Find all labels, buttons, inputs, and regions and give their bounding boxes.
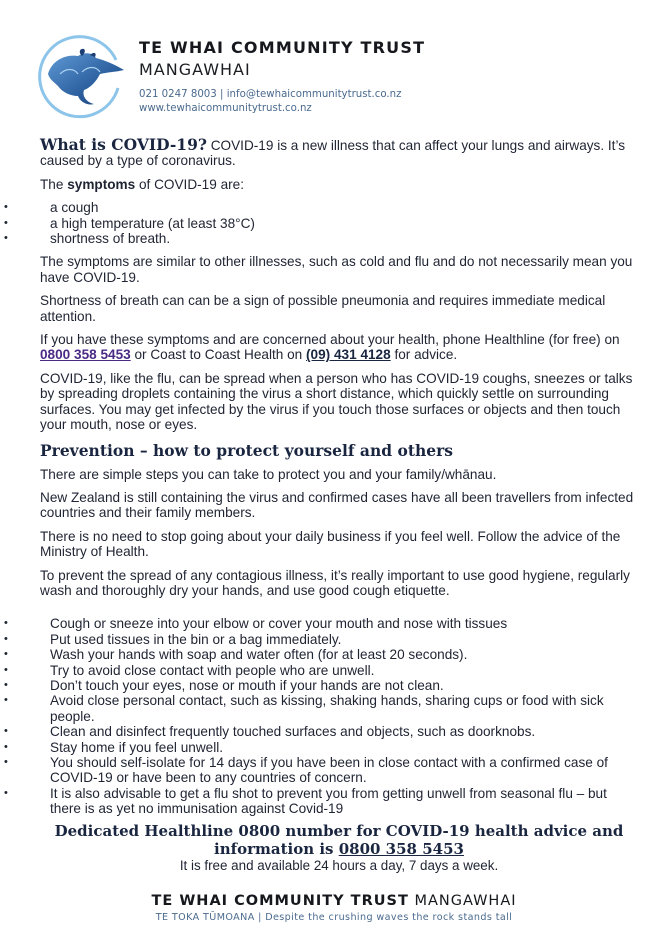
prevention-tips-list: [0, 616, 638, 816]
prevention-paragraph: There are simple steps you can take to protect you and your family/whānau.: [40, 466, 497, 482]
footer-name-light: MANGAWHAI: [408, 893, 517, 909]
org-name: TE WHAI COMMUNITY TRUST: [139, 38, 426, 57]
list-item: • a cough: [0, 200, 638, 215]
email-link[interactable]: info@tewhaicommunitytrust.co.nz: [226, 89, 402, 100]
prevention-paragraph: To prevent the spread of any contagious illness, it’s really important to use good hygiene, regularly wash and thoroughly dry your hands, and use good cough etiquette.: [40, 567, 630, 598]
list-item: • Cough or sneeze into your elbow or cover your mouth and nose with tissues: [0, 616, 638, 631]
list-item: • Clean and disinfect frequently touched surfaces and objects, such as doorknobs.: [0, 724, 638, 739]
concern-suffix: for advice.: [390, 347, 458, 363]
concern-prefix: If you have these symptoms and are concerned about your health, phone Healthline (for free) on: [40, 332, 620, 348]
phone-number: 021 0247 8003: [139, 89, 217, 100]
coast-health-phone-link[interactable]: (09) 431 4128: [306, 347, 391, 363]
similar-paragraph: The symptoms are similar to other illnesses, such as cold and flu and do not necessarily mean you have COVID-19.: [40, 254, 633, 285]
footer-org-name: [0, 893, 668, 909]
list-item: • a high temperature (at least 38°C): [0, 216, 638, 231]
healthline-phone-link[interactable]: 0800 358 5453: [40, 347, 131, 363]
prevention-heading: Prevention – how to protect yourself and others: [40, 440, 454, 460]
org-location: MANGAWHAI: [139, 60, 251, 79]
concern-middle: or Coast to Coast Health on: [130, 347, 307, 363]
prevention-paragraph: New Zealand is still containing the virus and confirmed cases have all been travellers from infected countries and their family members.: [40, 489, 634, 521]
footer-tagline: TE TOKA TŪMOANA | Despite the crushing waves the rock stands tall: [155, 912, 513, 923]
website-link[interactable]: www.tewhaicommunitytrust.co.nz: [139, 102, 312, 114]
list-item: • You should self-isolate for 14 days if you have been in close contact with a confirmed case of COVID-19 or have been to any countries of concern.: [0, 755, 638, 786]
callout-phone-link[interactable]: 0800 358 5453: [338, 840, 464, 858]
contact-details: [139, 88, 401, 115]
footer-name-bold: TE WHAI COMMUNITY TRUST: [151, 893, 409, 909]
callout-title: [40, 822, 638, 858]
spread-paragraph: COVID-19, like the flu, can be spread when a person who has COVID-19 coughs, sneezes or talks by spreading droplets containing the virus a short distance, which quickly settle on surrounding surfaces. You may get infected by the virus if you touch those surfaces or objects and then touch your mouth, nose or eyes.: [40, 370, 633, 433]
symptoms-prefix: The: [40, 176, 68, 192]
breath-paragraph: Shortness of breath can can be a sign of possible pneumonia and requires immediate medical attention.: [40, 293, 606, 324]
list-item: • Try to avoid close contact with people who are unwell.: [0, 663, 638, 678]
symptoms-list: [0, 200, 638, 246]
manta-ray-logo-icon: [38, 30, 130, 122]
document-body: [40, 137, 638, 825]
intro-text: COVID-19 is a new illness that can affect your lungs and airways. It’s caused by a type of coronavirus.: [40, 138, 626, 169]
callout-title-text: Dedicated Healthline 0800 number for COVID-19 health advice and information is: [54, 822, 624, 858]
prevention-paragraph: There is no need to stop going about your daily business if you feel well. Follow the advice of the Ministry of Health.: [40, 528, 621, 560]
intro-paragraph: [40, 137, 638, 169]
letterhead: [38, 30, 458, 122]
list-item: • Don’t touch your eyes, nose or mouth if your hands are not clean.: [0, 678, 638, 693]
contact-separator: |: [220, 89, 224, 100]
intro-heading: What is COVID-19?: [40, 135, 207, 154]
symptoms-suffix: of COVID-19 are:: [135, 176, 244, 192]
concern-paragraph: [40, 332, 638, 363]
symptoms-bold: symptoms: [67, 176, 136, 192]
list-item: • Put used tissues in the bin or a bag immediately.: [0, 632, 638, 647]
footer: [0, 893, 668, 923]
healthline-callout: [40, 822, 638, 874]
list-item: • Wash your hands with soap and water often (for at least 20 seconds).: [0, 647, 638, 662]
symptoms-intro: [40, 177, 638, 192]
list-item: • shortness of breath.: [0, 231, 638, 246]
list-item: • Stay home if you feel unwell.: [0, 740, 638, 755]
list-item: • Avoid close personal contact, such as kissing, shaking hands, sharing cups or food with sick people.: [0, 693, 638, 724]
list-item: • It is also advisable to get a flu shot to prevent you from getting unwell from seasonal flu – but there is as yet no immunisation against Covid-19: [0, 786, 638, 817]
callout-subtitle: It is free and available 24 hours a day, 7 days a week.: [179, 858, 499, 873]
